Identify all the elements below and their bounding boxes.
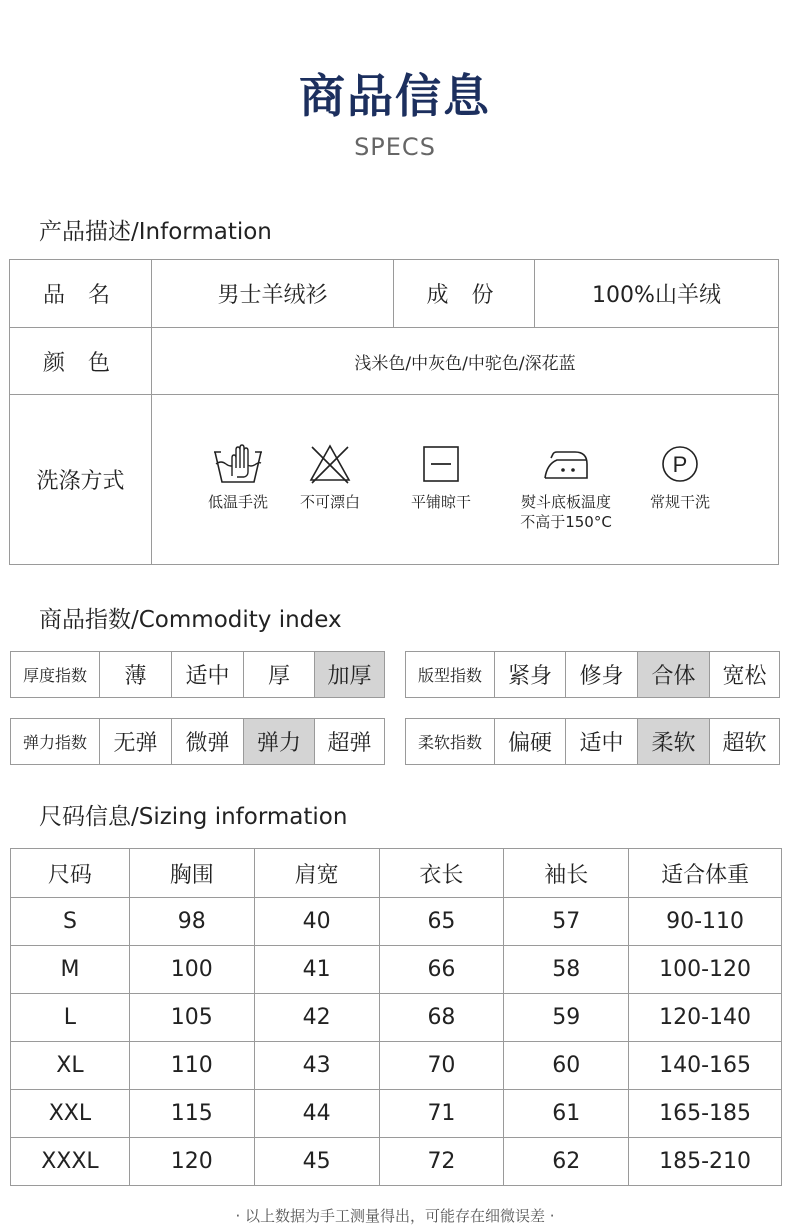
size-table-header-row: [11, 849, 782, 898]
size-cell: 140-165: [629, 1042, 782, 1090]
elasticity-option-slight: 微弹: [171, 719, 243, 764]
size-cell: 65: [379, 898, 504, 946]
care-text-iron-line2: 不高于150°C: [520, 513, 612, 531]
fit-index: [405, 651, 780, 698]
info-heading: 产品描述/Information: [39, 219, 272, 245]
fit-option-slim: 修身: [565, 652, 637, 697]
color-value: 浅米色/中灰色/中驼色/深花蓝: [354, 353, 576, 374]
size-heading: 尺码信息/Sizing information: [39, 804, 348, 830]
elasticity-index-label: 弹力指数: [22, 733, 87, 752]
size-cell: 59: [504, 994, 629, 1042]
size-col-header: 适合体重: [629, 849, 782, 898]
thickness-option-medium: 适中: [171, 652, 243, 697]
fit-option-regular: 合体: [637, 652, 709, 697]
size-cell: 165-185: [629, 1090, 782, 1138]
size-cell: XXL: [11, 1090, 130, 1138]
care-item-dry-flat: [401, 440, 481, 512]
dry-flat-icon: [419, 442, 463, 486]
fit-option-loose: 宽松: [709, 652, 779, 697]
care-item-hand-wash: [198, 440, 278, 512]
size-cell: 61: [504, 1090, 629, 1138]
size-col-header: 胸围: [129, 849, 254, 898]
size-col-header: 衣长: [379, 849, 504, 898]
size-cell: 100: [129, 946, 254, 994]
size-cell: 45: [254, 1138, 379, 1186]
care-text-iron: [520, 492, 612, 532]
size-col-header: 肩宽: [254, 849, 379, 898]
size-cell: XL: [11, 1042, 130, 1090]
thickness-option-extra-thick: 加厚: [314, 652, 384, 697]
size-cell: 120: [129, 1138, 254, 1186]
iron-low-icon: [541, 442, 591, 486]
size-cell: 58: [504, 946, 629, 994]
size-cell: 90-110: [629, 898, 782, 946]
material-label: 成 份: [426, 283, 502, 308]
size-cell: 185-210: [629, 1138, 782, 1186]
no-bleach-icon: [308, 442, 352, 486]
size-cell: M: [11, 946, 130, 994]
size-cell: XXXL: [11, 1138, 130, 1186]
elasticity-option-super: 超弹: [314, 719, 384, 764]
size-cell: S: [11, 898, 130, 946]
size-cell: 105: [129, 994, 254, 1042]
svg-text:P: P: [672, 452, 688, 477]
care-label: 洗涤方式: [36, 469, 125, 494]
care-text-no-bleach: 不可漂白: [299, 493, 360, 511]
elasticity-option-elastic: 弹力: [243, 719, 314, 764]
table-row: [11, 994, 782, 1042]
fit-index-label: 版型指数: [417, 666, 482, 685]
table-row: [11, 1042, 782, 1090]
size-col-header: 袖长: [504, 849, 629, 898]
care-text-hand-wash: 低温手洗: [207, 493, 268, 511]
care-item-iron: [507, 440, 625, 532]
care-text-dry-flat: 平铺晾干: [410, 493, 471, 511]
softness-option-medium: 适中: [565, 719, 637, 764]
thickness-option-thin: 薄: [99, 652, 171, 697]
dry-clean-p-icon: [658, 442, 702, 486]
thickness-index: [10, 651, 385, 698]
size-cell: 70: [379, 1042, 504, 1090]
softness-option-super-soft: 超软: [709, 719, 779, 764]
material-value: 100%山羊绒: [592, 283, 721, 308]
size-cell: 71: [379, 1090, 504, 1138]
product-name-label: 品 名: [43, 283, 118, 308]
size-cell: 60: [504, 1042, 629, 1090]
info-table: [9, 259, 779, 565]
softness-index-label: 柔软指数: [417, 733, 482, 752]
care-item-dry-clean: [640, 440, 720, 512]
care-text-iron-line1: 熨斗底板温度: [520, 493, 611, 511]
elasticity-option-none: 无弹: [99, 719, 171, 764]
size-cell: 43: [254, 1042, 379, 1090]
table-row: [11, 946, 782, 994]
table-row: [11, 1090, 782, 1138]
size-table: [10, 848, 782, 1186]
care-item-no-bleach: [290, 440, 370, 512]
hand-wash-icon: [211, 442, 265, 486]
size-cell: 115: [129, 1090, 254, 1138]
size-col-header: 尺码: [11, 849, 130, 898]
size-cell: L: [11, 994, 130, 1042]
size-cell: 68: [379, 994, 504, 1042]
care-text-dry-clean: 常规干洗: [649, 493, 710, 511]
size-cell: 40: [254, 898, 379, 946]
size-cell: 42: [254, 994, 379, 1042]
color-label: 颜 色: [43, 350, 118, 376]
softness-index: [405, 718, 780, 765]
size-cell: 110: [129, 1042, 254, 1090]
table-row: [11, 898, 782, 946]
size-cell: 120-140: [629, 994, 782, 1042]
size-cell: 100-120: [629, 946, 782, 994]
size-cell: 44: [254, 1090, 379, 1138]
size-cell: 72: [379, 1138, 504, 1186]
size-cell: 41: [254, 946, 379, 994]
size-cell: 98: [129, 898, 254, 946]
fit-option-tight: 紧身: [494, 652, 565, 697]
thickness-option-thick: 厚: [243, 652, 314, 697]
softness-option-stiff: 偏硬: [494, 719, 565, 764]
size-cell: 66: [379, 946, 504, 994]
measurement-footnote: · 以上数据为手工测量得出，可能存在细微误差 ·: [235, 1207, 555, 1225]
index-heading: 商品指数/Commodity index: [39, 607, 342, 633]
table-row: [11, 1138, 782, 1186]
size-cell: 57: [504, 898, 629, 946]
page-title: 商品信息: [299, 69, 491, 123]
elasticity-index: [10, 718, 385, 765]
thickness-index-label: 厚度指数: [22, 666, 87, 685]
product-name-value: 男士羊绒衫: [217, 283, 328, 308]
softness-option-soft: 柔软: [637, 719, 709, 764]
page-subtitle: SPECS: [354, 133, 436, 161]
size-cell: 62: [504, 1138, 629, 1186]
